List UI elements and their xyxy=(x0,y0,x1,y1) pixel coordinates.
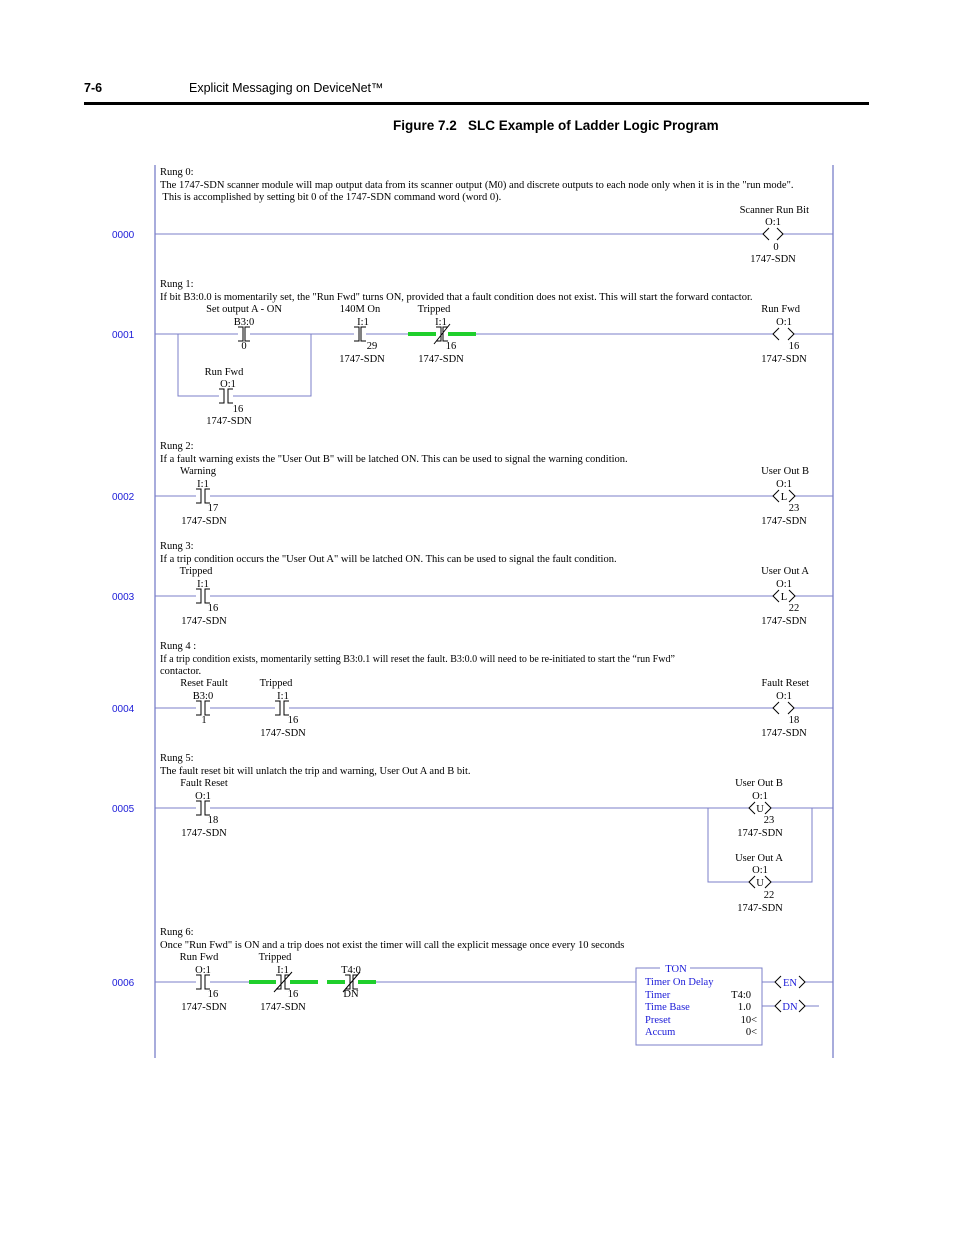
rung-number: 0006 xyxy=(112,978,135,989)
timer-row-label: Preset xyxy=(645,1015,671,1026)
contact-bit: 16 xyxy=(207,603,219,614)
coil-name: User Out B xyxy=(761,466,809,477)
rung-5 xyxy=(112,753,833,914)
rung-2 xyxy=(112,441,833,527)
coil-address: O:1 xyxy=(776,579,792,590)
unlatch-coil xyxy=(735,853,783,914)
contact-address: B3:0 xyxy=(233,317,255,328)
rung-number: 0003 xyxy=(112,592,135,603)
coil-bit: 16 xyxy=(788,341,800,352)
contact-bit: 16 xyxy=(287,715,299,726)
contact-device: 1747-SDN xyxy=(260,728,306,739)
rung-0 xyxy=(112,167,833,265)
coil-device: 1747-SDN xyxy=(737,903,783,914)
contact-address: I:1 xyxy=(277,691,289,702)
timer-dn-bit xyxy=(775,1000,805,1013)
coil-device: 1747-SDN xyxy=(761,354,807,365)
figure-caption: Figure 7.2 SLC Example of Ladder Logic Program xyxy=(393,118,719,133)
coil-name: User Out A xyxy=(761,566,809,577)
coil-name: Scanner Run Bit xyxy=(739,205,809,216)
rung-description: If a trip condition exists, momentarily setting B3:0.1 will reset the fault. B3:0.0 will need to be re-initiated to start the “run Fwd” xyxy=(160,654,675,665)
contact-bit: 1 xyxy=(201,715,207,726)
rung-title: Rung 3: xyxy=(160,541,194,552)
coil-bit: 22 xyxy=(763,890,775,901)
contact-bit: 17 xyxy=(207,503,219,514)
rung-title: Rung 4 : xyxy=(160,641,197,652)
rung-number: 0002 xyxy=(112,492,135,503)
contact-name: Reset Fault xyxy=(180,678,228,689)
timer-row-value: 10< xyxy=(740,1015,757,1026)
rung-number: 0001 xyxy=(112,330,135,341)
coil-bit: 22 xyxy=(788,603,800,614)
contact-nc-highlighted xyxy=(408,304,476,365)
contact-name: Tripped xyxy=(258,952,292,963)
coil-address: O:1 xyxy=(776,479,792,490)
coil-address: O:1 xyxy=(776,317,792,328)
contact-bit: DN xyxy=(343,989,359,1000)
page-number: 7-6 xyxy=(84,81,103,95)
coil-device: 1747-SDN xyxy=(761,728,807,739)
contact-device: 1747-SDN xyxy=(181,1002,227,1013)
coil-bit: 23 xyxy=(763,815,775,826)
coil-name: User Out A xyxy=(735,853,783,864)
coil-type: U xyxy=(756,878,764,889)
rung-description: contactor. xyxy=(160,666,202,677)
contact-bit: 18 xyxy=(207,815,219,826)
coil-name: User Out B xyxy=(735,778,783,789)
contact-address: I:1 xyxy=(435,317,447,328)
coil-bit: 23 xyxy=(788,503,800,514)
rung-title: Rung 1: xyxy=(160,279,194,290)
contact-address: B3:0 xyxy=(192,691,214,702)
timer-row-value: T4:0 xyxy=(731,990,751,1001)
coil-device: 1747-SDN xyxy=(761,616,807,627)
rung-description: If a trip condition occurs the "User Out A" will be latched ON. This can be used to signal the fault condition. xyxy=(160,554,617,565)
contact-no xyxy=(206,304,282,352)
rung-title: Rung 0: xyxy=(160,167,194,178)
coil-type: L xyxy=(780,592,788,603)
contact-name: Tripped xyxy=(417,304,451,315)
contact-device: 1747-SDN xyxy=(181,616,227,627)
coil-bit: 0 xyxy=(773,242,779,253)
contact-address: I:1 xyxy=(357,317,369,328)
timer-description: Timer On Delay xyxy=(645,977,714,988)
ton-timer-block xyxy=(636,963,762,1045)
contact-no xyxy=(180,678,228,726)
coil-bit: 18 xyxy=(788,715,800,726)
coil-device: 1747-SDN xyxy=(761,516,807,527)
timer-row-value: 0< xyxy=(745,1027,757,1038)
rung-4 xyxy=(112,641,833,739)
coil-type: U xyxy=(756,804,764,815)
contact-bit: 16 xyxy=(287,989,299,1000)
contact-device: 1747-SDN xyxy=(181,828,227,839)
rung-description: The fault reset bit will unlatch the trip and warning, User Out A and B bit. xyxy=(160,766,471,777)
contact-address: T4:0 xyxy=(341,965,361,976)
contact-address: I:1 xyxy=(197,479,209,490)
coil-address: O:1 xyxy=(765,217,781,228)
contact-address: O:1 xyxy=(220,379,236,390)
contact-name: Tripped xyxy=(179,566,213,577)
contact-address: O:1 xyxy=(195,965,211,976)
timer-row-value: 1.0 xyxy=(737,1002,751,1013)
rung-number: 0004 xyxy=(112,704,135,715)
timer-row-label: Time Base xyxy=(645,1002,690,1013)
rung-description: If bit B3:0.0 is momentarily set, the "Run Fwd" turns ON, provided that a fault condition does not exist. This will start the forward contactor. xyxy=(160,292,753,303)
contact-name: Tripped xyxy=(259,678,293,689)
coil-device: 1747-SDN xyxy=(750,254,796,265)
coil-device: 1747-SDN xyxy=(737,828,783,839)
contact-name: Set output A - ON xyxy=(206,304,282,315)
contact-name: 140M On xyxy=(339,304,381,315)
contact-device: 1747-SDN xyxy=(418,354,464,365)
dn-label: DN xyxy=(782,1002,798,1013)
contact-no xyxy=(205,367,253,427)
rung-1 xyxy=(112,279,833,427)
rung-description: Once "Run Fwd" is ON and a trip does not exist the timer will call the explicit message once every 10 seconds xyxy=(160,940,625,951)
contact-bit: 0 xyxy=(241,341,247,352)
rung-title: Rung 2: xyxy=(160,441,194,452)
contact-address: I:1 xyxy=(197,579,209,590)
rung-number: 0005 xyxy=(112,804,135,815)
rung-3 xyxy=(112,541,833,627)
rung-description: If a fault warning exists the "User Out B" will be latched ON. This can be used to signal the warning condition. xyxy=(160,454,628,465)
contact-nc-highlighted xyxy=(249,952,318,1013)
coil-address: O:1 xyxy=(752,791,768,802)
contact-device: 1747-SDN xyxy=(260,1002,306,1013)
rung-number: 0000 xyxy=(112,230,135,241)
rung-description: This is accomplished by setting bit 0 of the 1747-SDN command word (word 0). xyxy=(160,192,502,203)
contact-address: I:1 xyxy=(277,965,289,976)
contact-device: 1747-SDN xyxy=(181,516,227,527)
contact-address: O:1 xyxy=(195,791,211,802)
coil-address: O:1 xyxy=(752,865,768,876)
rung-title: Rung 5: xyxy=(160,753,194,764)
coil-name: Fault Reset xyxy=(761,678,809,689)
output-coil xyxy=(740,205,809,265)
rung-6 xyxy=(112,927,833,1045)
contact-name: Run Fwd xyxy=(204,367,244,378)
rung-title: Rung 6: xyxy=(160,927,194,938)
en-label: EN xyxy=(783,978,797,989)
contact-name: Run Fwd xyxy=(179,952,219,963)
coil-address: O:1 xyxy=(776,691,792,702)
contact-bit: 16 xyxy=(445,341,457,352)
rung-description: The 1747-SDN scanner module will map output data from its scanner output (M0) and discrete outputs to each node only when it is in the "run mode". xyxy=(160,180,794,191)
coil-type: L xyxy=(780,492,788,503)
contact-bit: 29 xyxy=(366,341,378,352)
contact-nc-highlighted xyxy=(327,965,376,1000)
timer-type: TON xyxy=(665,964,687,975)
contact-name: Warning xyxy=(180,466,216,477)
contact-bit: 16 xyxy=(232,404,244,415)
timer-en-bit xyxy=(775,976,805,989)
contact-name: Fault Reset xyxy=(180,778,228,789)
coil-name: Run Fwd xyxy=(761,304,800,315)
contact-device: 1747-SDN xyxy=(206,416,252,427)
contact-device: 1747-SDN xyxy=(339,354,385,365)
timer-row-label: Timer xyxy=(645,990,671,1001)
contact-bit: 16 xyxy=(207,989,219,1000)
running-head: Explicit Messaging on DeviceNet™ xyxy=(189,81,384,95)
timer-row-label: Accum xyxy=(645,1027,676,1038)
